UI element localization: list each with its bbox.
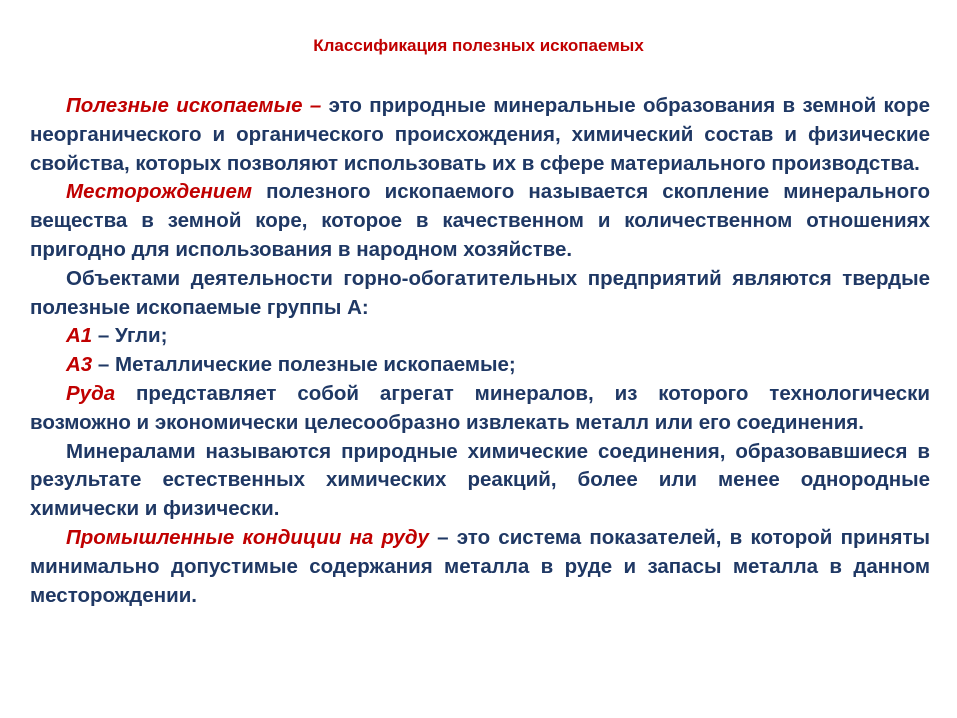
paragraph-minerals	[30, 438, 930, 524]
definition-useful-minerals: это природные минеральные образования в земной коре неорганического и органического происхождения, химический состав и физические свойства, которых позволяют использовать их в сфере материального производства.	[30, 94, 930, 175]
term-a3: А3	[66, 353, 93, 377]
slide-title: Классификация полезных ископаемых	[313, 36, 644, 55]
slide-body	[30, 92, 930, 610]
paragraph-ore	[30, 380, 930, 438]
text-mining-objects: Объектами деятельности горно-обогатительных предприятий являются твердые полезные ископаемые группы А:	[30, 266, 930, 319]
paragraph-mining-objects	[30, 265, 930, 323]
term-deposit: Месторождением	[66, 180, 253, 204]
term-ore: Руда	[66, 381, 116, 405]
definition-a1: – Угли;	[92, 324, 168, 348]
paragraph-group-a1	[30, 322, 930, 351]
paragraph-ore-conditions	[30, 524, 930, 610]
paragraph-useful-minerals	[30, 92, 930, 178]
definition-deposit: полезного ископаемого называется скопление минерального вещества в земной коре, которое в качественном и количественном отношениях пригодно для использования в народном хозяйстве.	[30, 180, 930, 261]
term-useful-minerals: Полезные ископаемые –	[66, 94, 322, 117]
definition-ore: представляет собой агрегат минералов, из которого технологически возможно и экономически целесообразно извлекать металл или его соединения.	[30, 381, 930, 434]
term-a1: А1	[66, 324, 93, 348]
text-minerals: Минералами называются природные химические соединения, образовавшиеся в результате естественных химических реакций, более или менее однородные химически и физически.	[30, 439, 930, 521]
term-ore-conditions: Промышленные кондиции на руду	[66, 525, 429, 549]
paragraph-group-a3	[30, 351, 930, 380]
paragraph-deposit	[30, 178, 930, 264]
definition-ore-conditions: – это система показателей, в которой приняты минимально допустимые содержания металла в руде и запасы металла в данном месторождении.	[30, 525, 931, 607]
definition-a3: – Металлические полезные ископаемые;	[92, 353, 516, 377]
